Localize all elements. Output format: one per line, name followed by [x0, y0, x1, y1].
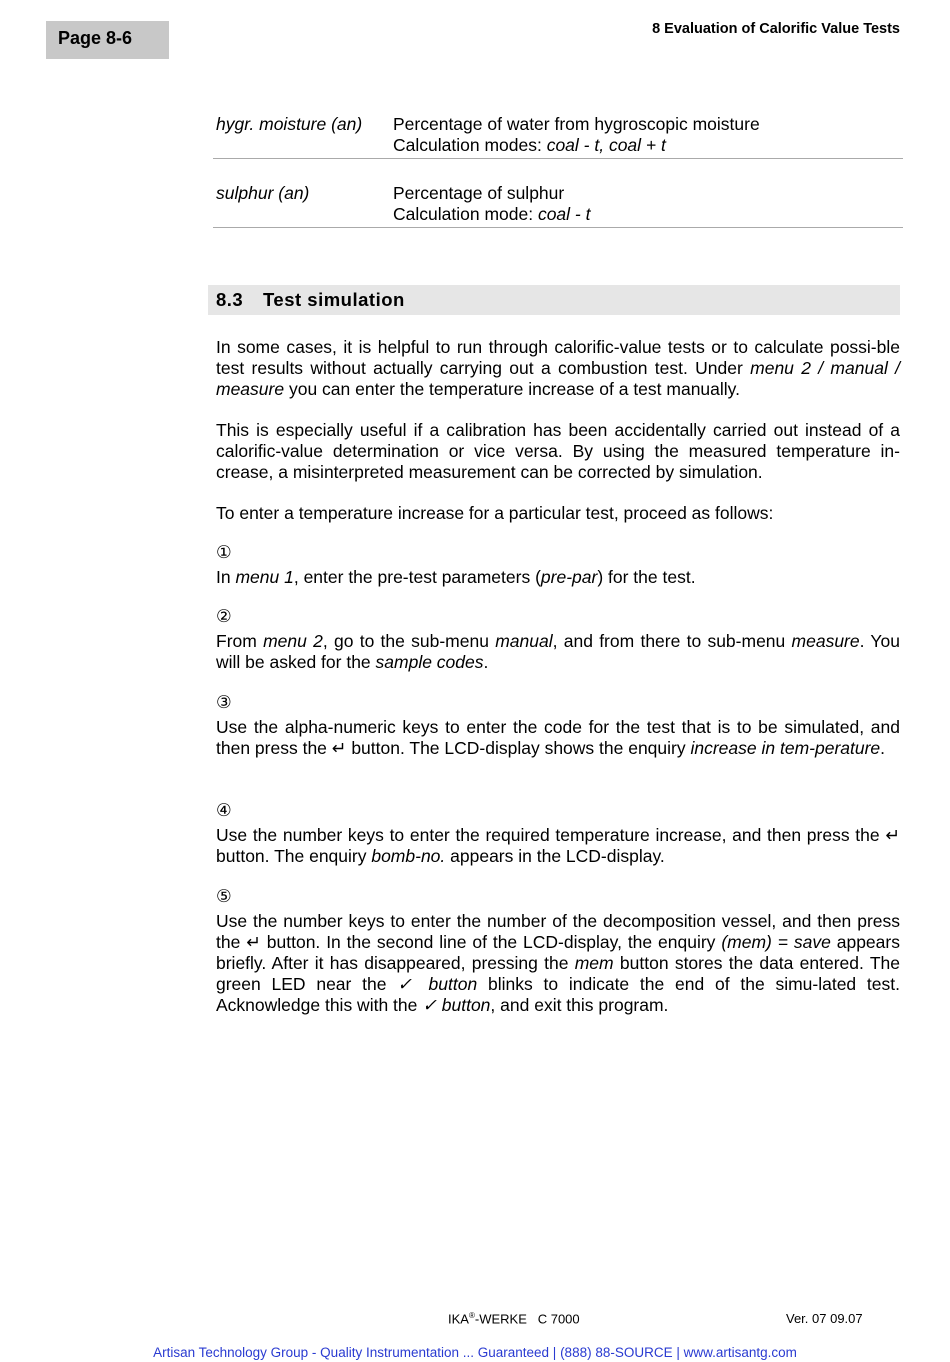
text-run: In some cases, it is helpful to run through calorific-value tests or to calculate possi-ble test results without actually carrying out a combustion test. Under — [216, 337, 900, 378]
step-2 — [216, 606, 900, 673]
page-number-tab: Page 8-6 — [46, 21, 169, 59]
text-run: To enter a temperature increase for a particular test, proceed as follows: — [216, 503, 774, 523]
step-marker: ③ — [216, 692, 232, 712]
text-run: This is especially useful if a calibration has been accidentally carried out instead of a calorific-value determination or vice versa. By using the measured temperature in-crease, a misinterpreted measurement can be corrected by simulation. — [216, 420, 900, 482]
section-heading — [208, 285, 900, 315]
definition-line — [393, 204, 903, 225]
model-name: -WERKE C 7000 — [474, 1311, 580, 1327]
text-run: . — [483, 652, 489, 672]
text-run: In — [216, 567, 236, 587]
text-run: bomb-no. — [371, 846, 446, 866]
text-run: mem — [574, 953, 614, 973]
enter-key-icon: ↵ — [885, 825, 900, 845]
paragraph-usage — [216, 420, 900, 483]
text-run: measure — [791, 631, 860, 651]
definition-term: hygr. moisture (an) — [216, 114, 363, 134]
paragraph-procedure-intro — [216, 503, 900, 524]
registered-mark: ® — [468, 1311, 475, 1320]
step-marker: ① — [216, 542, 232, 562]
definition-row — [213, 181, 903, 228]
text-run: you can enter the temperature increase of a test manually. — [284, 379, 740, 399]
text-run: Use the alpha-numeric keys to enter the code for the test that is to be simulated, and then press the — [216, 717, 900, 758]
footer-version: Ver. 07 09.07 — [786, 1311, 863, 1326]
step-1 — [216, 542, 900, 588]
enter-key-icon: ↵ — [331, 738, 347, 758]
text-run: manual — [495, 631, 553, 651]
text-run: (mem) = save — [721, 932, 831, 952]
definition-mode-value: coal - t, coal + t — [546, 135, 666, 155]
definition-line: Percentage of water from hygroscopic moisture — [393, 114, 760, 134]
chapter-title: 8 Evaluation of Calorific Value Tests — [652, 21, 900, 37]
step-3 — [216, 692, 900, 759]
step-text — [216, 631, 900, 673]
step-5 — [216, 886, 900, 1016]
text-run: From — [216, 631, 264, 651]
text-run: , and exit this program. — [490, 995, 669, 1015]
check-button-ref: ✓ button — [422, 995, 491, 1015]
step-marker: ② — [216, 606, 232, 626]
definition-line — [393, 135, 903, 156]
step-text — [216, 717, 900, 759]
text-run: appears in the LCD-display. — [445, 846, 665, 866]
text-run: pre-par — [540, 567, 598, 587]
text-run: Use the number keys to enter the required temperature increase, and then press the — [216, 825, 886, 845]
footer-model — [448, 1311, 580, 1326]
menu-path: menu 2 / manual / measure — [216, 358, 900, 399]
definition-table — [213, 112, 903, 228]
step-text — [216, 825, 900, 867]
definition-mode-label: Calculation modes: — [393, 135, 547, 155]
definition-mode-value: coal - t — [537, 204, 591, 224]
definition-description — [393, 114, 903, 156]
text-run: increase in tem-perature — [690, 738, 881, 758]
section-title: Test simulation — [263, 289, 405, 310]
section-number: 8.3 — [216, 289, 244, 310]
text-run: blinks to indicate the end of the simu-lated test. Acknowledge this with the — [216, 974, 901, 1015]
step-4 — [216, 800, 900, 867]
text-run: button. In the second line of the LCD-display, the enquiry — [260, 932, 722, 952]
footer-vendor-link[interactable]: Artisan Technology Group - Quality Instrumentation ... Guaranteed | (888) 88-SOURCE | www.artisantg.com — [153, 1345, 797, 1360]
text-run: , enter the pre-test parameters ( — [293, 567, 541, 587]
text-run: . — [880, 738, 886, 758]
text-run: button stores the data entered. The green LED near the — [216, 953, 900, 994]
step-marker: ④ — [216, 800, 232, 820]
text-run: Use the number keys to enter the number of the decomposition vessel, and then press the — [216, 911, 900, 952]
text-run: menu 1 — [235, 567, 294, 587]
enter-key-icon: ↵ — [246, 932, 261, 952]
text-run: sample codes — [375, 652, 484, 672]
step-text — [216, 567, 900, 588]
definition-row — [213, 112, 903, 159]
step-text — [216, 911, 900, 1016]
check-button-ref: ✓ button — [397, 974, 478, 994]
definition-term: sulphur (an) — [216, 183, 310, 203]
text-run: button. The LCD-display shows the enquiry — [346, 738, 691, 758]
brand-name: IKA — [448, 1311, 469, 1327]
text-run: . You will be asked for the — [216, 631, 900, 672]
definition-mode-label: Calculation mode: — [393, 204, 538, 224]
text-run: menu 2 — [263, 631, 323, 651]
text-run: , and from there to sub-menu — [552, 631, 792, 651]
paragraph-intro — [216, 337, 900, 400]
text-run: , go to the sub-menu — [322, 631, 496, 651]
text-run: ) for the test. — [597, 567, 696, 587]
definition-description — [393, 183, 903, 225]
text-run: appears briefly. After it has disappeared, pressing the — [216, 932, 900, 973]
text-run: button. The enquiry — [216, 846, 372, 866]
definition-line: Percentage of sulphur — [393, 183, 565, 203]
step-marker: ⑤ — [216, 886, 232, 906]
